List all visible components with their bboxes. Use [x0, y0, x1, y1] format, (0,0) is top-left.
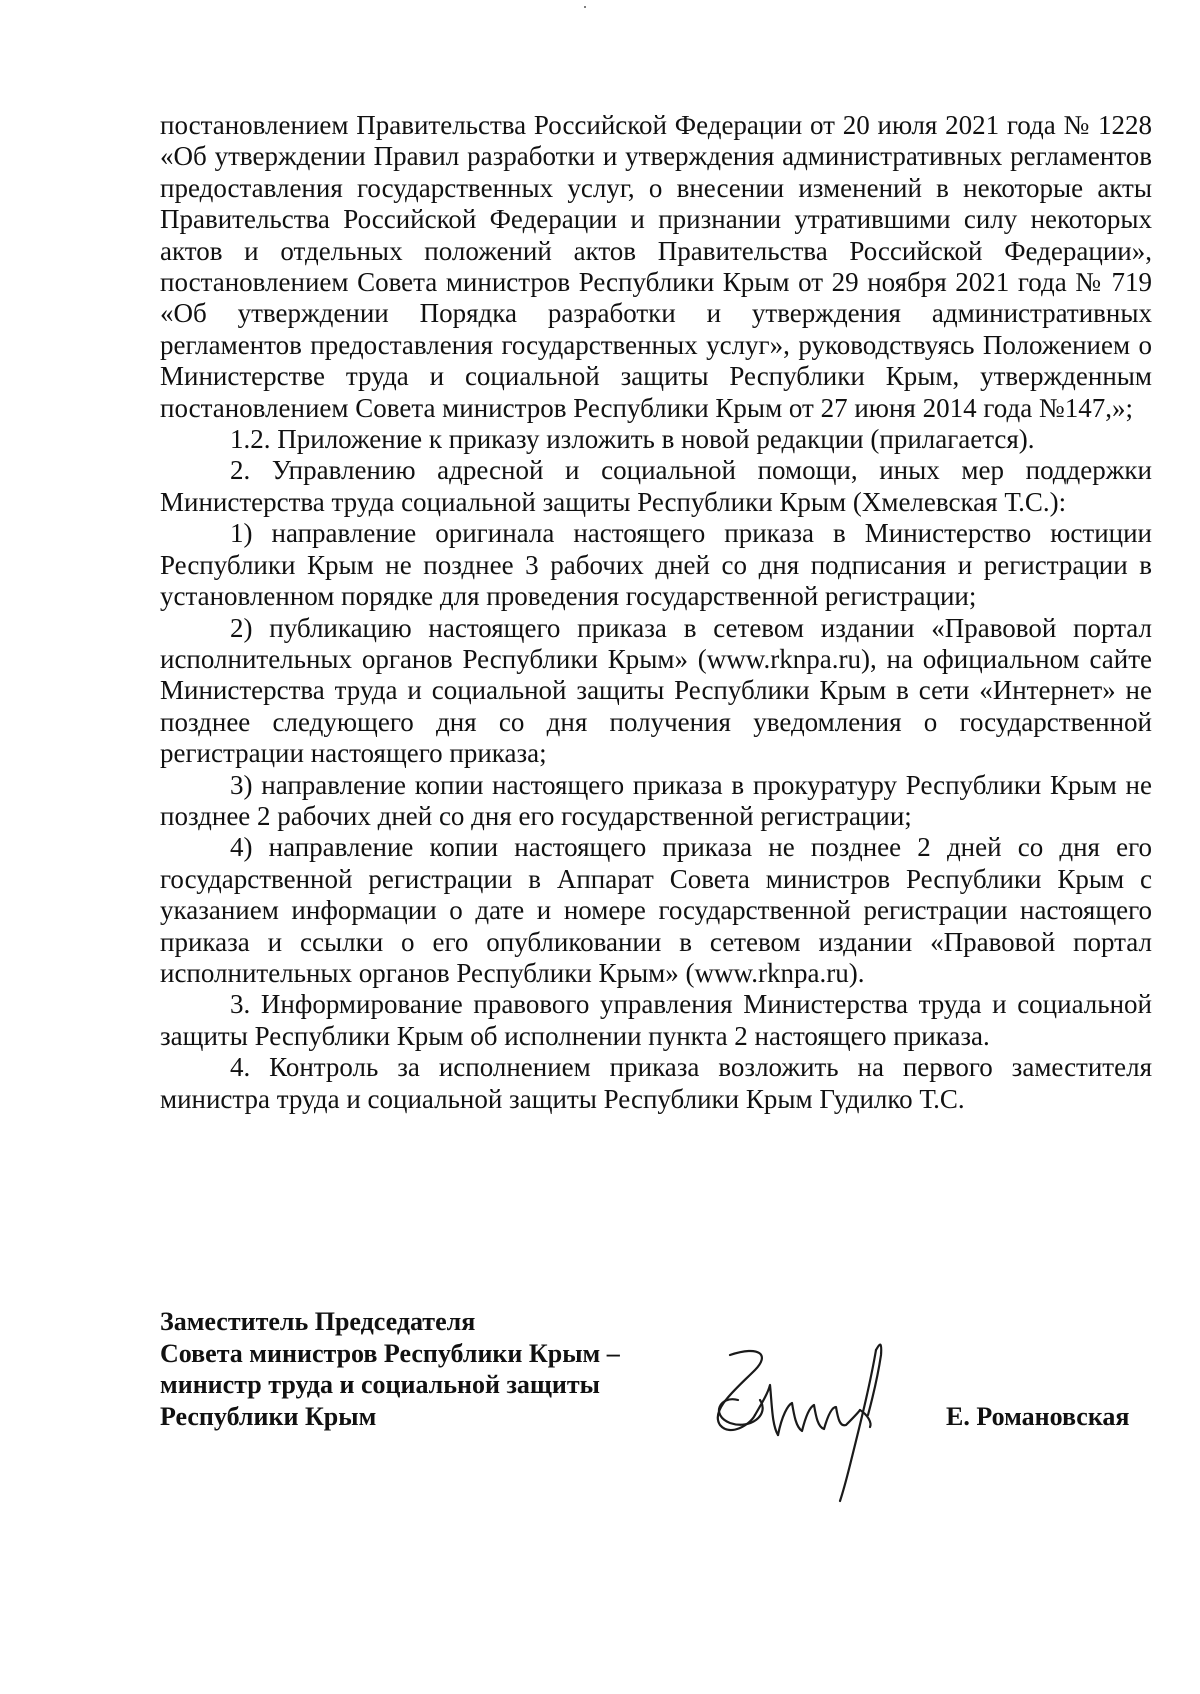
position-line: министр труда и социальной защиты [160, 1370, 600, 1399]
paragraph-2-item-1: 1) направление оригинала настоящего приказа в Министерство юстиции Республики Крым не позднее 3 рабочих дней со дня подписания и регистрации в установленном порядке для проведения государственной регистрации; [160, 518, 1152, 612]
paragraph-1-2: 1.2. Приложение к приказу изложить в новой редакции (прилагается). [230, 424, 1035, 455]
handwritten-signature [700, 1315, 940, 1505]
paragraph-2-item-3: 3) направление копии настоящего приказа в прокуратуру Республики Крым не позднее 2 рабочих дней со дня его государственной регистрации; [160, 769, 1152, 831]
document-body [160, 110, 1152, 1115]
paragraph-4: 4. Контроль за исполнением приказа возложить на первого заместителя министра труда и социальной защиты Республики Крым Гудилко Т.С. [160, 1052, 1152, 1114]
position-line: Республики Крым [160, 1401, 377, 1431]
position-line: Совета министров Республики Крым – [160, 1338, 620, 1368]
signer-name: Е. Романовская [946, 1402, 1130, 1431]
position-line: Заместитель Председателя [160, 1307, 476, 1336]
paragraph-2: 2. Управлению адресной и социальной помощи, иных мер поддержки Министерства труда социальной защиты Республики Крым (Хмелевская Т.С.): [160, 455, 1152, 517]
scan-artifact-dot [584, 6, 586, 8]
signatory-position [160, 1306, 620, 1432]
paragraph-3: 3. Информирование правового управления Министерства труда и социальной защиты Республики Крым об исполнении пункта 2 настоящего приказа. [160, 989, 1152, 1051]
paragraph-2-item-2: 2) публикацию настоящего приказа в сетевом издании «Правовой портал исполнительных органов Республики Крым» (www.rknpa.ru), на официальном сайте Министерства труда и социальной защиты Республики Крым в сети «Интернет» не позднее следующего дня со дня получения уведомления о государственной регистрации настоящего приказа; [160, 612, 1152, 769]
paragraph-preamble: постановлением Правительства Российской Федерации от 20 июля 2021 года № 1228 «Об утверждении Правил разработки и утверждения административных регламентов предоставления государственных услуг, о внесении изменений в некоторые акты Правительства Российской Федерации и признании утратившими силу некоторых актов и отдельных положений актов Правительства Российской Федерации», постановлением Совета министров Республики Крым от 29 ноября 2021 года № 719 «Об утверждении Порядка разработки и утверждения административных регламентов предоставления государственных услуг», руководствуясь Положением о Министерстве труда и социальной защиты Республики Крым, утвержденным постановлением Совета министров Республики Крым от 27 июня 2014 года №147,»; [160, 110, 1152, 423]
paragraph-2-item-4: 4) направление копии настоящего приказа не позднее 2 дней со дня его государственной регистрации в Аппарат Совета министров Республики Крым с указанием информации о дате и номере государственной регистрации настоящего приказа и ссылки о его опубликовании в сетевом издании «Правовой портал исполнительных органов Республики Крым» (www.rknpa.ru). [160, 832, 1152, 988]
